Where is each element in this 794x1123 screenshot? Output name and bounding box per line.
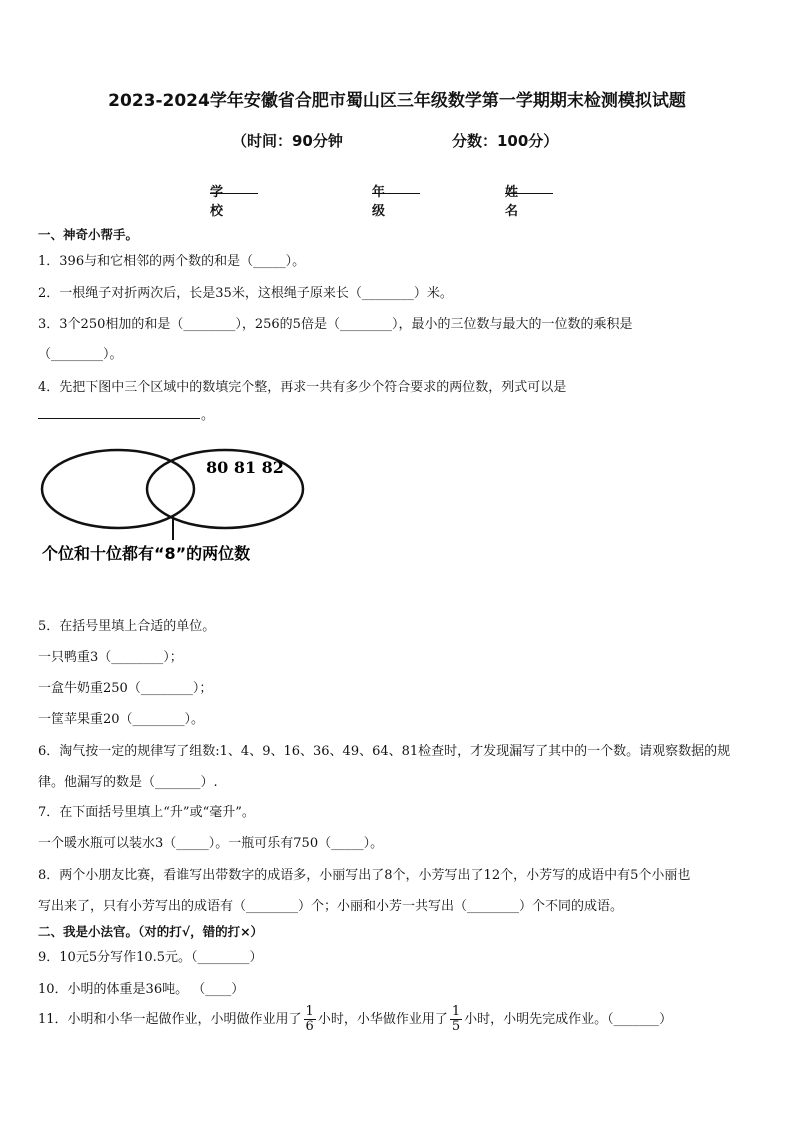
name-label: 姓名 bbox=[505, 185, 519, 219]
total-score: 分数：100分） bbox=[452, 132, 559, 150]
question-5c: 一筐苹果重20（________）。 bbox=[38, 712, 205, 727]
question-11 bbox=[38, 1005, 672, 1034]
question-5: 5．在括号里填上合适的单位。 bbox=[38, 619, 216, 634]
name-blank[interactable] bbox=[505, 181, 553, 194]
question-5b: 一盒牛奶重250（________）； bbox=[38, 681, 213, 696]
question-11-part3: 小时，小明先完成作业。（_______） bbox=[464, 1012, 673, 1027]
section-2-heading: 二、我是小法官。（对的打√，错的打×） bbox=[38, 924, 264, 939]
page-title: 2023-2024学年安徽省合肥市蜀山区三年级数学第一学期期末检测模拟试题 bbox=[108, 91, 686, 111]
question-11-part2: 小时，小华做作业用了 bbox=[317, 1012, 448, 1027]
school-label: 学校 bbox=[210, 185, 224, 219]
question-4-answer-line[interactable] bbox=[38, 418, 200, 419]
fraction-numerator: 1 bbox=[451, 1004, 461, 1019]
grade-blank[interactable] bbox=[372, 181, 420, 194]
question-3-line2: （________）。 bbox=[38, 347, 123, 362]
question-11-part1: 11．小明和小华一起做作业，小明做作业用了 bbox=[38, 1012, 302, 1027]
question-6-line1: 6．淘气按一定的规律写了组数:1、4、9、16、36、49、64、81检查时，才发现漏写了其中的一个数。请观察数据的规 bbox=[38, 744, 731, 759]
grade-label: 年级 bbox=[372, 185, 386, 219]
school-blank[interactable] bbox=[210, 181, 258, 194]
fraction-one-fifth bbox=[450, 1005, 462, 1034]
question-9: 9．10元5分写作10.5元。（________） bbox=[38, 950, 263, 965]
question-8-line1: 8．两个小朋友比赛，看谁写出带数字的成语多，小丽写出了8个，小芳写出了12个，小芳写的成语中有5个小丽也 bbox=[38, 868, 691, 883]
time-limit: （时间：90分钟 bbox=[232, 132, 343, 150]
question-7a: 一个暖水瓶可以装水3（_____）。一瓶可乐有750（_____）。 bbox=[38, 836, 384, 851]
fraction-numerator: 1 bbox=[305, 1004, 314, 1019]
fraction-denominator: 5 bbox=[451, 1019, 461, 1034]
question-4: 4．先把下图中三个区域中的数填完个整，再求一共有多少个符合要求的两位数，列式可以是 bbox=[38, 380, 567, 395]
question-6-line2: 律。他漏写的数是（_______）. bbox=[38, 775, 218, 790]
question-10: 10．小明的体重是36吨。 （____） bbox=[38, 982, 245, 997]
fraction-denominator: 6 bbox=[305, 1019, 314, 1034]
venn-diagram bbox=[38, 440, 338, 575]
question-4-period: 。 bbox=[201, 408, 215, 423]
venn-numbers: 80 81 82 bbox=[206, 458, 284, 477]
question-5a: 一只鸭重3（________）； bbox=[38, 650, 183, 665]
question-8-line2: 写出来了，只有小芳写出的成语有（________）个；小丽和小芳一共写出（________）个不同的成语。 bbox=[38, 899, 624, 914]
question-1: 1．396与和它相邻的两个数的和是（_____）。 bbox=[38, 254, 306, 269]
venn-caption: 个位和十位都有“8”的两位数 bbox=[42, 544, 251, 563]
question-7: 7．在下面括号里填上“升”或“毫升”。 bbox=[38, 805, 255, 820]
fraction-one-sixth bbox=[304, 1005, 316, 1034]
question-3-line1: 3．3个250相加的和是（________），256的5倍是（________），最小的三位数与最大的一位数的乘积是 bbox=[38, 317, 633, 332]
question-2: 2．一根绳子对折两次后，长是35米，这根绳子原来长（________）米。 bbox=[38, 286, 453, 301]
section-1-heading: 一、神奇小帮手。 bbox=[38, 227, 139, 242]
